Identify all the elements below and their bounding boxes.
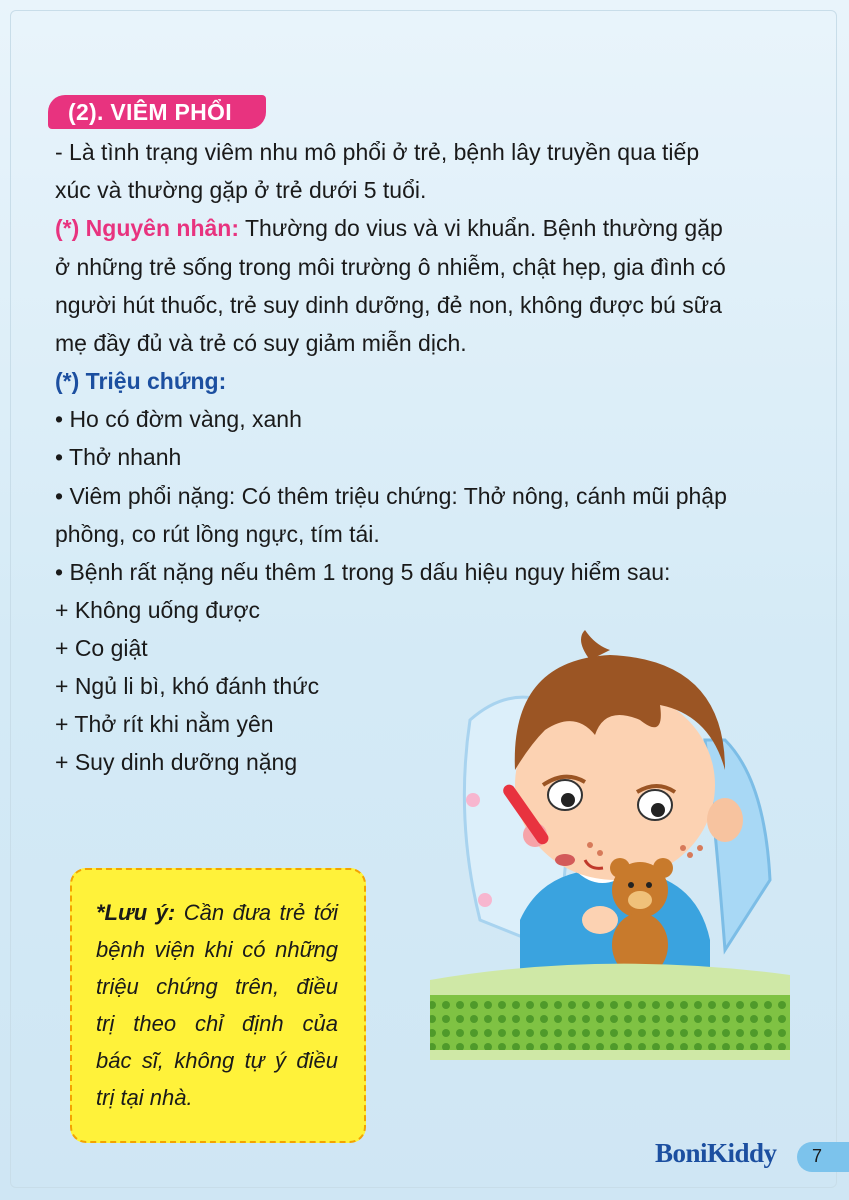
note-line: trị tại nhà. <box>96 1085 193 1110</box>
cause-label: (*) Nguyên nhân: <box>55 215 239 241</box>
symptom-line: phồng, co rút lồng ngực, tím tái. <box>55 521 380 547</box>
cause-line-4: mẹ đầy đủ và trẻ có suy giảm miễn dịch. <box>55 330 467 356</box>
danger-sign: + Suy dinh dưỡng nặng <box>55 749 298 775</box>
cause-line-3: người hút thuốc, trẻ suy dinh dưỡng, đẻ non, không được bú sữa <box>55 292 722 318</box>
note-line: bệnh viện khi có những <box>96 937 338 962</box>
symptom-line: • Bệnh rất nặng nếu thêm 1 trong 5 dấu hiệu nguy hiểm sau: <box>55 559 671 585</box>
note-line: trị theo chỉ định của <box>96 1011 338 1036</box>
cause-line-1 <box>55 213 723 243</box>
symptom-line: • Ho có đờm vàng, xanh <box>55 406 302 432</box>
danger-sign: + Thở rít khi nằm yên <box>55 711 274 737</box>
note-line: triệu chứng trên, điều <box>96 974 338 999</box>
sick-child-illustration <box>425 620 790 1060</box>
note-label: *Lưu ý: <box>96 900 176 925</box>
symptoms-label: (*) Triệu chứng: <box>55 368 227 394</box>
note-line: bác sĩ, không tự ý điều <box>96 1048 338 1073</box>
danger-sign: + Co giật <box>55 635 148 661</box>
page-number-tab <box>797 1142 849 1172</box>
intro-line-1: - Là tình trạng viêm nhu mô phổi ở trẻ, bệnh lây truyền qua tiếp <box>55 139 700 165</box>
intro-line-2: xúc và thường gặp ở trẻ dưới 5 tuổi. <box>55 177 427 203</box>
cause-line-2: ở những trẻ sống trong môi trường ô nhiễm, chật hẹp, gia đình có <box>55 254 726 280</box>
symptom-line: • Thở nhanh <box>55 444 182 470</box>
danger-sign: + Ngủ li bì, khó đánh thức <box>55 673 320 699</box>
brand-logo: BoniKiddy <box>655 1138 777 1168</box>
cause-first-line: Thường do vius và vi khuẩn. Bệnh thường gặp <box>239 215 723 241</box>
note-line-1 <box>96 899 338 927</box>
section-title: (2). VIÊM PHỔI <box>48 95 266 129</box>
page-number: 7 <box>812 1146 823 1166</box>
symptom-line: • Viêm phổi nặng: Có thêm triệu chứng: Thở nông, cánh mũi phập <box>55 483 727 509</box>
note-first-line: Cần đưa trẻ tới <box>175 900 338 925</box>
danger-sign: + Không uống được <box>55 597 261 623</box>
